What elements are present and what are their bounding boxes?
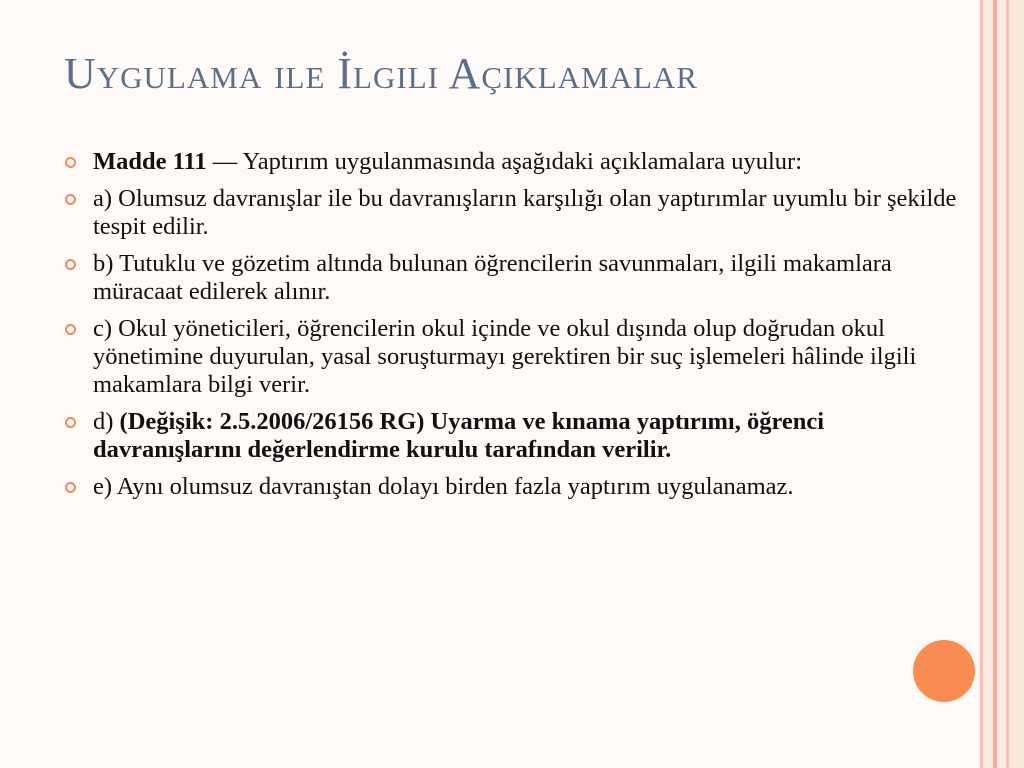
- bullet-icon: [65, 259, 76, 270]
- item-lead-bold: Madde 111: [93, 148, 207, 175]
- bullet-icon: [65, 417, 76, 428]
- list-item: [64, 185, 974, 241]
- item-text: c) Okul yöneticileri, öğrencilerin okul içinde ve okul dışında olup doğrudan okul yönetimine duyurulan, yasal soruşturmayı gerektiren bir suç işlemeleri hâlinde ilgili makamlara bilgi verir.: [93, 315, 917, 398]
- list-item: [64, 250, 974, 306]
- bullet-list: [64, 148, 974, 510]
- slide-title: Uygulama ile İlgili Açıklamalar: [64, 49, 698, 98]
- list-item: [64, 473, 974, 501]
- edge-stripe: [983, 0, 993, 768]
- item-text: e) Aynı olumsuz davranıştan dolayı birden fazla yaptırım uygulanamaz.: [93, 473, 794, 500]
- bullet-icon: [65, 194, 76, 205]
- item-text: — Yaptırım uygulanmasında aşağıdaki açıklamalara uyulur:: [206, 148, 803, 175]
- item-text-bold: (Değişik: 2.5.2006/26156 RG) Uyarma ve kınama yaptırımı, öğrenci davranışlarını değerlendirme kurulu tarafından verilir.: [93, 408, 825, 463]
- decorative-edge-stripes: [980, 0, 1024, 768]
- bullet-icon: [65, 482, 76, 493]
- bullet-icon: [65, 324, 76, 335]
- item-lead: d): [93, 408, 120, 435]
- bullet-icon: [65, 157, 76, 168]
- edge-stripe: [1009, 0, 1024, 768]
- item-text: a) Olumsuz davranışlar ile bu davranışların karşılığı olan yaptırımlar uyumlu bir şekilde tespit edilir.: [93, 185, 957, 240]
- edge-stripe: [997, 0, 1006, 768]
- list-item: [64, 408, 974, 464]
- decorative-circle: [913, 640, 975, 702]
- item-text: b) Tutuklu ve gözetim altında bulunan öğrencilerin savunmaları, ilgili makamlara müracaat edilerek alınır.: [93, 250, 892, 305]
- list-item: [64, 315, 974, 399]
- list-item: [64, 148, 974, 176]
